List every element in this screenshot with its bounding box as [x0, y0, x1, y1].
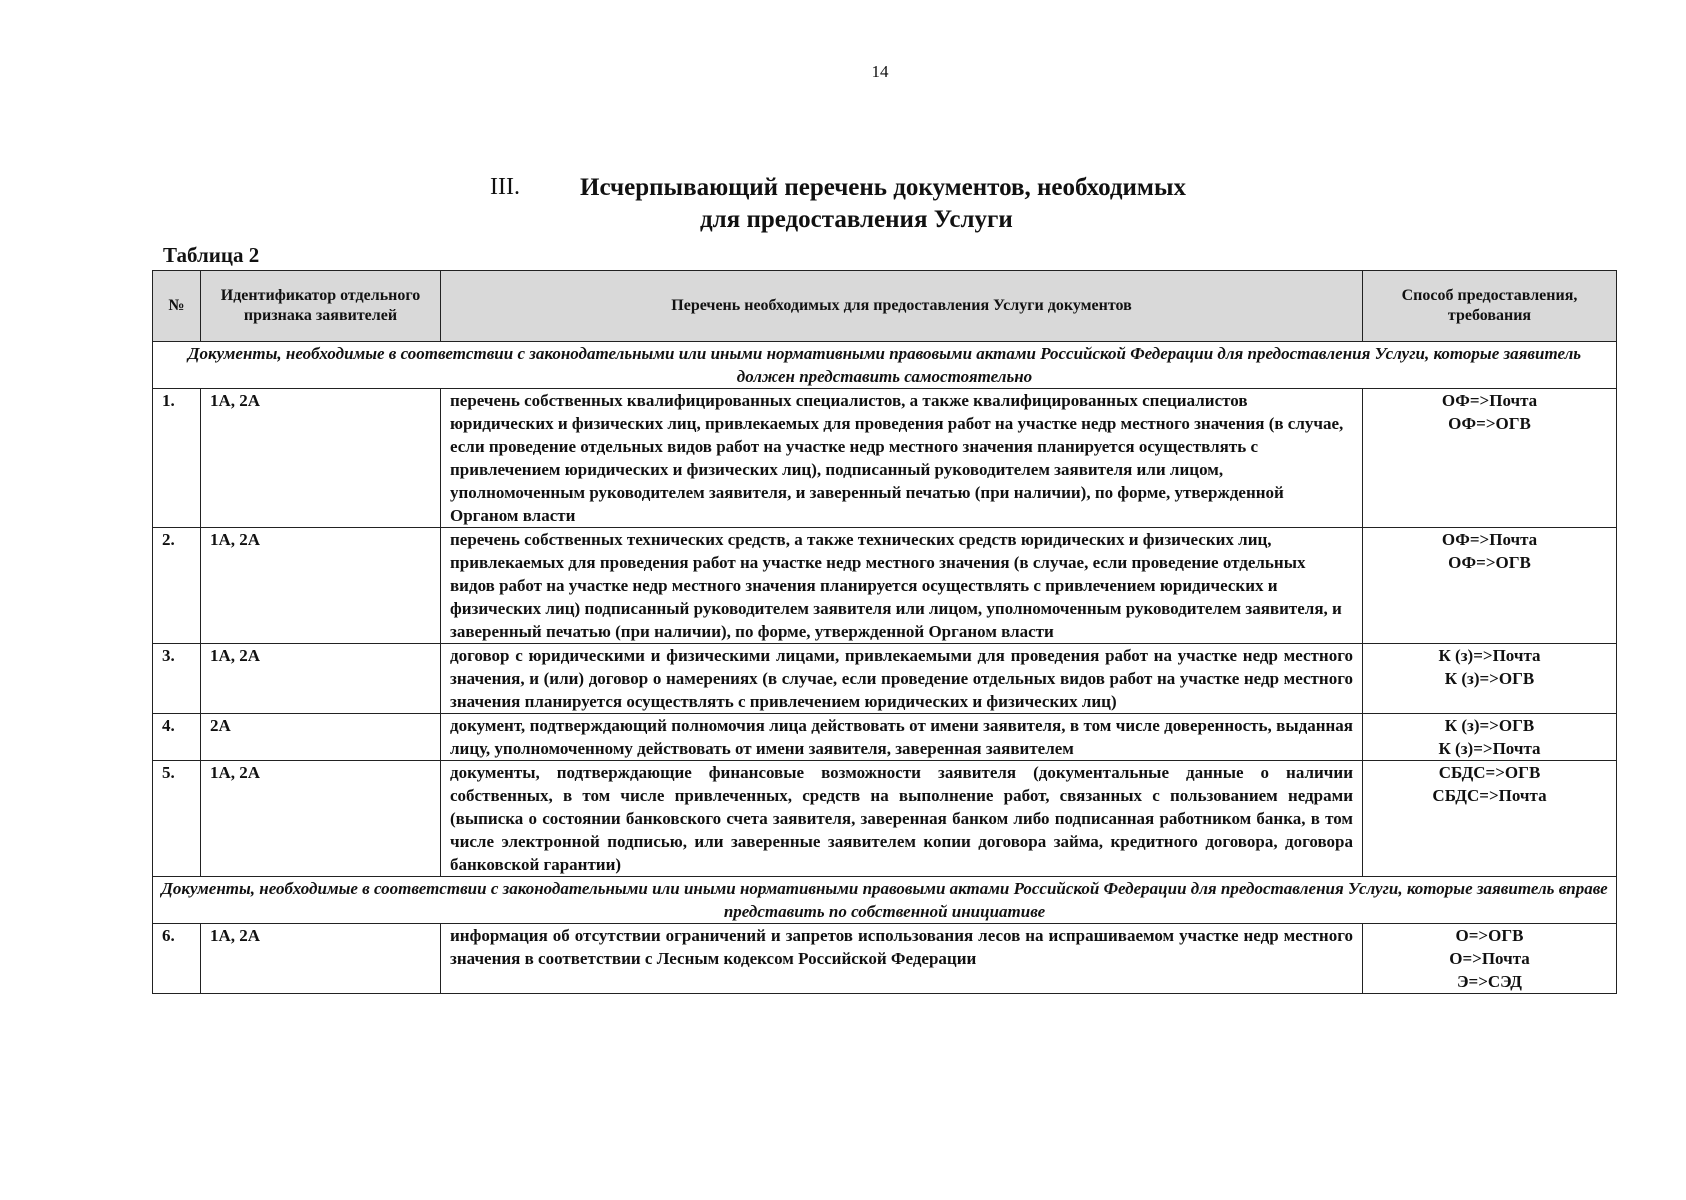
row-method — [1363, 761, 1617, 877]
header-identifier: Идентификатор отдельного признака заявителей — [201, 271, 441, 342]
row-description: перечень собственных технических средств, а также технических средств юридических и физических лиц, привлекаемых для проведения работ на участке недр местного значения (в случае, если проведение отдельных видов работ на участке недр местного значения планируется осуществлять с привлечением юридических и физических лиц) подписанный руководителем заявителя или лицом, уполномоченным руководителем заявителя, и заверенный печатью (при наличии), по форме, утвержденной Органом власти — [441, 528, 1363, 644]
table-caption: Таблица 2 — [163, 243, 260, 267]
method-option: ОФ=>ОГВ — [1448, 414, 1531, 433]
section-numeral: III. — [490, 174, 520, 200]
row-description: договор с юридическими и физическими лицами, привлекаемыми для проведения работ на участке недр местного значения, и (или) договор о намерениях (в случае, если проведение отдельных видов работ на участке недр местного значения планируется осуществлять с привлечением юридических и физических лиц) — [441, 644, 1363, 714]
row-number: 4. — [153, 714, 201, 761]
table-header-row — [153, 271, 1617, 342]
section-title-line-2: для предоставления Услуги — [700, 206, 1013, 233]
row-description: информация об отсутствии ограничений и запретов использования лесов на испрашиваемом участке недр местного значения в соответствии с Лесным кодексом Российской Федерации — [441, 924, 1363, 994]
row-number: 5. — [153, 761, 201, 877]
row-number: 1. — [153, 389, 201, 528]
row-identifier: 1А, 2А — [201, 528, 441, 644]
section-row-1 — [153, 342, 1617, 389]
table-row — [153, 528, 1617, 644]
method-option: К (з)=>ОГВ — [1444, 716, 1535, 735]
method-option: О=>Почта — [1449, 949, 1530, 968]
section-title-1: Документы, необходимые в соответствии с законодательными или иными нормативными правовыми актами Российской Федерации для предоставления Услуги, которые заявитель должен представить самостоятельно — [153, 342, 1617, 389]
method-option: О=>ОГВ — [1455, 926, 1524, 945]
row-identifier: 1А, 2А — [201, 644, 441, 714]
header-method: Способ предоставления, требования — [1363, 271, 1617, 342]
row-method — [1363, 389, 1617, 528]
row-identifier: 1А, 2А — [201, 389, 441, 528]
method-option: СБДС=>Почта — [1432, 786, 1547, 805]
row-description: документы, подтверждающие финансовые возможности заявителя (документальные данные о наличии собственных, в том числе привлеченных, средств на выполнение работ, связанных с пользованием недрами (выписка о состоянии банковского счета заявителя, заверенная банком либо подписанная работником банка, в том числе электронной подписью, или заверенные заявителем копии договора займа, кредитного договора, договора банковской гарантии) — [441, 761, 1363, 877]
section-row-2 — [153, 877, 1617, 924]
table-row — [153, 714, 1617, 761]
method-option: ОФ=>Почта — [1441, 391, 1538, 410]
table-row — [153, 924, 1617, 994]
method-option: К (з)=>Почта — [1438, 646, 1541, 665]
row-description: перечень собственных квалифицированных специалистов, а также квалифицированных специалистов юридических и физических лиц, привлекаемых для проведения работ на участке недр местного значения (в случае, если проведение отдельных видов работ на участке недр местного значения планируется осуществлять с привлечением юридических и физических лиц), подписанный руководителем заявителя или лицом, уполномоченным руководителем заявителя, и заверенный печатью (при наличии), по форме, утвержденной Органом власти — [441, 389, 1363, 528]
header-documents: Перечень необходимых для предоставления Услуги документов — [441, 271, 1363, 342]
row-identifier: 2А — [201, 714, 441, 761]
documents-table — [152, 270, 1617, 994]
table-row — [153, 389, 1617, 528]
page-number: 14 — [871, 62, 889, 81]
section-title-line-1: Исчерпывающий перечень документов, необходимых — [580, 174, 1186, 201]
method-option: ОФ=>Почта — [1441, 530, 1538, 549]
row-method — [1363, 528, 1617, 644]
method-option: СБДС=>ОГВ — [1438, 763, 1541, 782]
method-option: ОФ=>ОГВ — [1448, 553, 1531, 572]
row-identifier: 1А, 2А — [201, 761, 441, 877]
method-option: К (з)=>Почта — [1438, 739, 1541, 758]
row-number: 2. — [153, 528, 201, 644]
method-option: Э=>СЭД — [1457, 972, 1522, 991]
row-method — [1363, 644, 1617, 714]
row-description: документ, подтверждающий полномочия лица действовать от имени заявителя, в том числе доверенность, выданная лицу, уполномоченному действовать от имени заявителя, заверенная заявителем — [441, 714, 1363, 761]
method-option: К (з)=>ОГВ — [1444, 669, 1535, 688]
header-number: № — [153, 271, 201, 342]
row-number: 6. — [153, 924, 201, 994]
table-row — [153, 761, 1617, 877]
row-method — [1363, 714, 1617, 761]
row-identifier: 1А, 2А — [201, 924, 441, 994]
table-row — [153, 644, 1617, 714]
section-title-2: Документы, необходимые в соответствии с законодательными или иными нормативными правовыми актами Российской Федерации для предоставления Услуги, которые заявитель вправе представить по собственной инициативе — [153, 877, 1617, 924]
row-number: 3. — [153, 644, 201, 714]
row-method — [1363, 924, 1617, 994]
